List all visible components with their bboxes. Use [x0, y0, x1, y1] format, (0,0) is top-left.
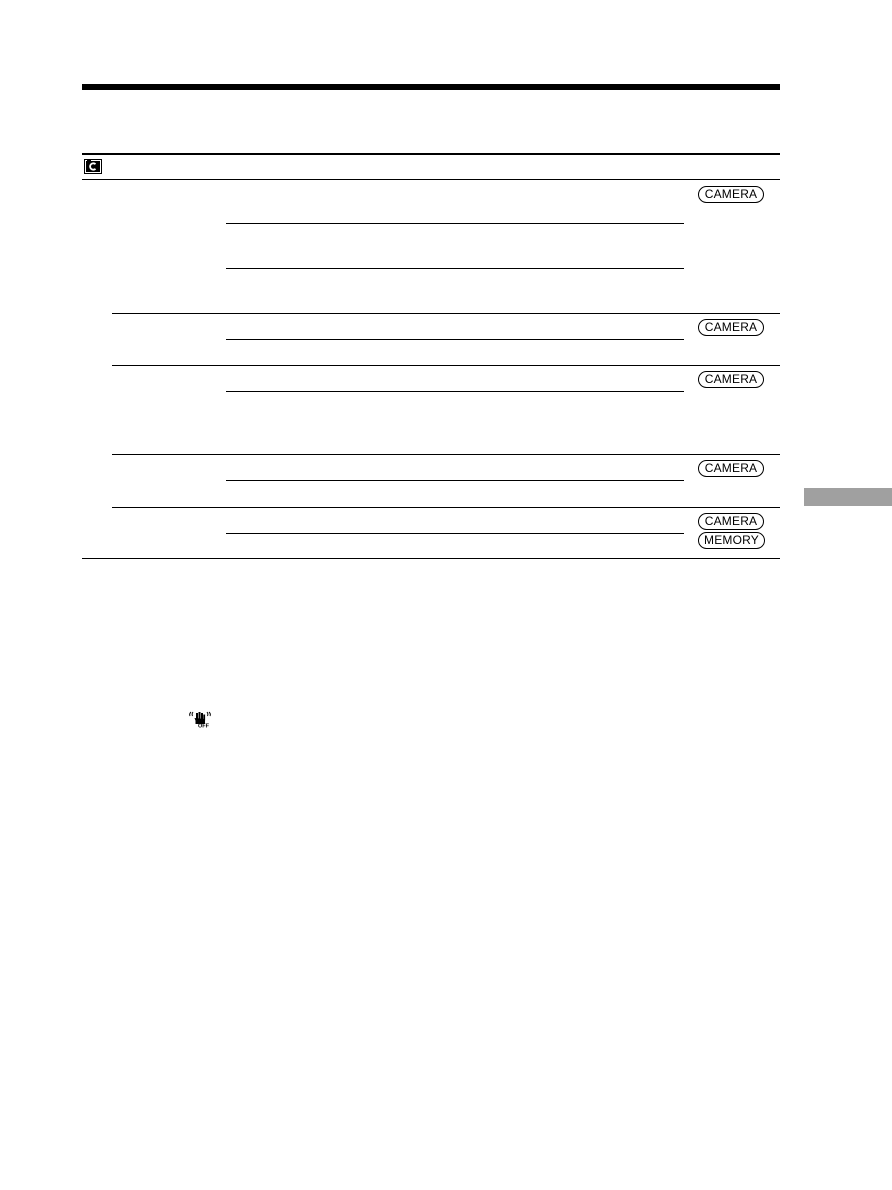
option-divider: [226, 480, 684, 481]
table-top-rule: [82, 153, 780, 155]
index-tab: [804, 488, 892, 506]
memory-mode-badge: MEMORY: [698, 532, 765, 549]
row-divider: [112, 313, 780, 314]
option-divider: [226, 223, 684, 224]
camera-mode-badge: CAMERA: [698, 513, 764, 530]
camera-mode-badge: CAMERA: [698, 319, 764, 336]
option-divider: [226, 268, 684, 269]
option-divider: [226, 339, 684, 340]
table-bottom-rule: [82, 558, 780, 559]
camera-mode-badge: CAMERA: [698, 371, 764, 388]
camera-mode-badge: CAMERA: [698, 460, 764, 477]
option-divider: [226, 533, 684, 534]
option-divider: [226, 391, 684, 392]
page-header-rule: [82, 84, 780, 90]
table-header-rule: [82, 179, 780, 180]
steadyshot-off-icon: [188, 711, 212, 728]
row-divider: [112, 507, 780, 508]
row-divider: [112, 454, 780, 455]
camera-mode-badge: CAMERA: [698, 186, 764, 203]
svg-text:OFF: OFF: [198, 723, 209, 728]
row-divider: [112, 365, 780, 366]
camera-menu-icon: [84, 159, 102, 174]
